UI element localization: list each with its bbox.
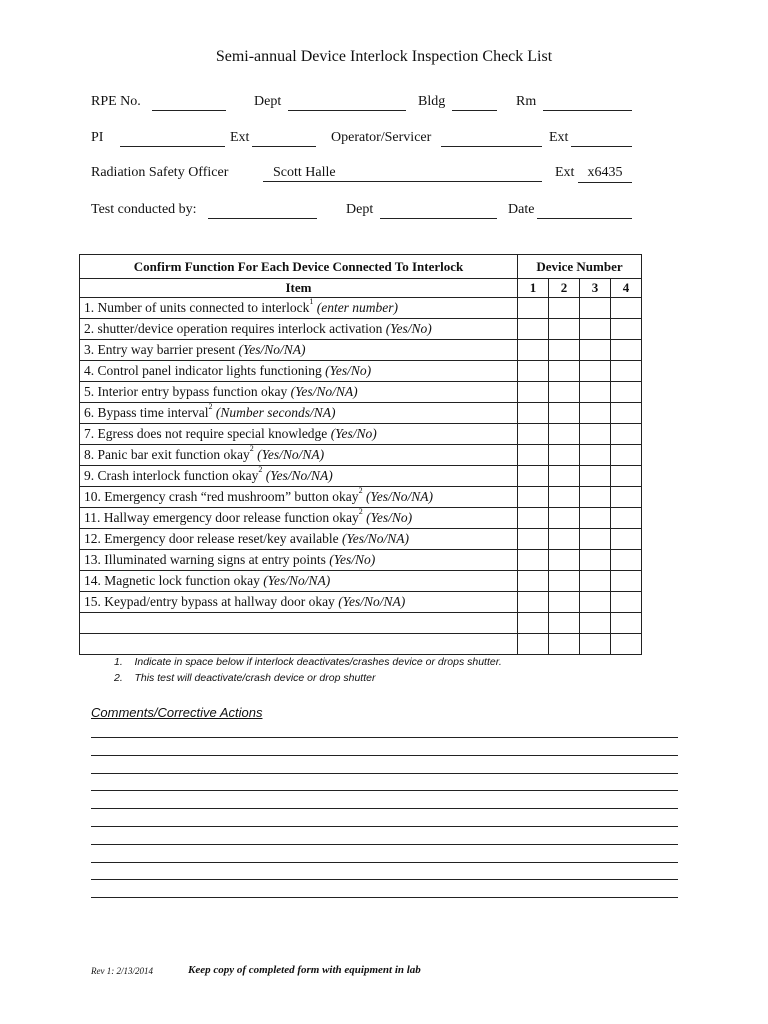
note-2-number: 2. [114,672,123,684]
item-options: (Yes/No) [325,363,372,378]
table-row [80,592,642,613]
comment-line[interactable] [91,862,678,863]
item-options: (Yes/No) [330,426,377,441]
comment-line[interactable] [91,773,678,774]
ext-label: Ext [230,130,250,145]
bldg-label: Bldg [418,94,446,109]
comment-line[interactable] [91,790,678,791]
note-1-number: 1. [114,656,123,668]
header-item: Item [80,279,518,298]
device-3-cell[interactable] [580,403,611,424]
pi-label: PI [91,130,104,145]
footnote-ref: 2 [358,507,363,516]
device-2-cell[interactable] [549,571,580,592]
device-1-cell[interactable] [518,613,549,634]
date-field[interactable] [537,202,632,219]
device-1-cell[interactable] [518,361,549,382]
table-row [80,403,642,424]
device-2-cell[interactable] [549,445,580,466]
comments-heading: Comments/Corrective Actions [91,705,263,720]
form-title: Semi-annual Device Interlock Inspection Check List [215,48,553,65]
device-4-cell[interactable] [611,403,642,424]
item-text: 5. Interior entry bypass function okay [84,384,288,399]
comment-line[interactable] [91,826,678,827]
table-row [80,319,642,340]
rso-ext-label: Ext [555,165,575,180]
footnote-ref: 2 [249,444,254,453]
rm-field[interactable] [543,94,632,111]
item-text: 14. Magnetic lock function okay [84,573,260,588]
device-1-cell[interactable] [518,340,549,361]
note-2-text: This test will deactivate/crash device or drop shutter [134,672,376,684]
device-2-cell[interactable] [549,298,580,319]
item-text: 3. Entry way barrier present [84,342,236,357]
device-3-cell[interactable] [580,487,611,508]
operator-label: Operator/Servicer [331,130,432,145]
item-text: 15. Keypad/entry bypass at hallway door okay [84,594,335,609]
ext2-label: Ext [549,130,569,145]
table-header-row [80,255,642,279]
device-4-cell[interactable] [611,571,642,592]
table-row [80,424,642,445]
checklist-item-10 [80,487,518,508]
dept-label: Dept [254,94,282,109]
device-3-cell[interactable] [580,529,611,550]
device-3-cell[interactable] [580,319,611,340]
checklist-item-11 [80,508,518,529]
device-1-cell[interactable] [518,508,549,529]
device-4-cell[interactable] [611,508,642,529]
device-1-cell[interactable] [518,445,549,466]
rpe-label: RPE No. [91,94,141,109]
bldg-field[interactable] [452,94,497,111]
device-2-cell[interactable] [549,340,580,361]
footnote-ref: 2 [358,486,363,495]
table-row [80,466,642,487]
device-4-cell[interactable] [611,319,642,340]
checklist-item-1 [80,298,518,319]
device-4-cell[interactable] [611,592,642,613]
item-text: 8. Panic bar exit function okay [84,447,250,462]
device-4-cell[interactable] [611,550,642,571]
item-options: (Number seconds/NA) [215,405,336,420]
device-4-cell[interactable] [611,340,642,361]
rso-label: Radiation Safety Officer [91,165,229,180]
footnote-ref: 1 [309,297,314,306]
device-number-1: 1 [518,279,549,298]
table-row [80,445,642,466]
device-3-cell[interactable] [580,382,611,403]
rpe-field[interactable] [152,94,226,111]
checklist-item-8 [80,445,518,466]
blank-item-cell[interactable] [80,613,518,634]
device-2-cell[interactable] [549,319,580,340]
checklist-item-5 [80,382,518,403]
rso-value[interactable]: Scott Halle [263,165,542,182]
footnote-ref: 2 [208,402,213,411]
revision-label: Rev 1: 2/13/2014 [91,966,153,976]
device-1-cell[interactable] [518,319,549,340]
device-3-cell[interactable] [580,508,611,529]
note-1 [114,656,502,668]
checklist-item-6 [80,403,518,424]
device-3-cell[interactable] [580,340,611,361]
device-3-cell[interactable] [580,613,611,634]
item-text: 6. Bypass time interval [84,405,209,420]
item-text: 4. Control panel indicator lights functioning [84,363,322,378]
device-3-cell[interactable] [580,466,611,487]
device-2-cell[interactable] [549,466,580,487]
item-options: (Yes/No) [366,510,413,525]
table-row [80,382,642,403]
device-2-cell[interactable] [549,613,580,634]
device-2-cell[interactable] [549,424,580,445]
device-2-cell[interactable] [549,592,580,613]
item-options: (Yes/No/NA) [265,468,333,483]
comment-line[interactable] [91,897,678,898]
table-row [80,487,642,508]
table-row [80,298,642,319]
dept2-field[interactable] [380,202,497,219]
device-3-cell[interactable] [580,424,611,445]
item-text: 11. Hallway emergency door release function okay [84,510,359,525]
device-1-cell[interactable] [518,382,549,403]
table-row [80,508,642,529]
comment-line[interactable] [91,844,678,845]
test-conducted-label: Test conducted by: [91,202,197,217]
item-options: (Yes/No) [329,552,376,567]
item-text: 13. Illuminated warning signs at entry points [84,552,326,567]
device-1-cell[interactable] [518,466,549,487]
device-1-cell[interactable] [518,550,549,571]
footer-instruction: Keep copy of completed form with equipment in lab [188,964,421,976]
item-options: (Yes/No/NA) [342,531,410,546]
ext2-field[interactable] [571,130,632,147]
device-3-cell[interactable] [580,361,611,382]
device-4-cell[interactable] [611,634,642,655]
device-number-3: 3 [580,279,611,298]
checklist-item-9 [80,466,518,487]
note-1-text: Indicate in space below if interlock deactivates/crashes device or drops shutter. [134,656,502,668]
checklist-item-7 [80,424,518,445]
device-4-cell[interactable] [611,445,642,466]
note-2 [114,672,375,684]
device-1-cell[interactable] [518,529,549,550]
device-1-cell[interactable] [518,298,549,319]
header-confirm-function: Confirm Function For Each Device Connected To Interlock [80,255,518,279]
ext-field[interactable] [252,130,316,147]
device-1-cell[interactable] [518,403,549,424]
item-options: (Yes/No/NA) [238,342,306,357]
item-text: 12. Emergency door release reset/key available [84,531,339,546]
comment-line[interactable] [91,808,678,809]
device-4-cell[interactable] [611,361,642,382]
item-options: (Yes/No/NA) [338,594,406,609]
device-3-cell[interactable] [580,571,611,592]
comment-line[interactable] [91,755,678,756]
device-2-cell[interactable] [549,403,580,424]
table-row [80,550,642,571]
item-options: (Yes/No) [385,321,432,336]
item-text: 1. Number of units connected to interlock [84,300,310,315]
device-4-cell[interactable] [611,487,642,508]
rm-label: Rm [516,94,537,109]
item-text: 10. Emergency crash “red mushroom” button okay [84,489,359,504]
device-4-cell[interactable] [611,613,642,634]
device-number-2: 2 [549,279,580,298]
device-4-cell[interactable] [611,382,642,403]
rso-ext-value[interactable]: x6435 [578,165,632,183]
device-2-cell[interactable] [549,529,580,550]
device-2-cell[interactable] [549,382,580,403]
footnote-ref: 2 [258,465,263,474]
device-2-cell[interactable] [549,634,580,655]
device-1-cell[interactable] [518,424,549,445]
device-2-cell[interactable] [549,361,580,382]
dept-field[interactable] [288,94,406,111]
table-row [80,571,642,592]
pi-field[interactable] [120,130,225,147]
device-3-cell[interactable] [580,634,611,655]
device-2-cell[interactable] [549,487,580,508]
header-device-number: Device Number [518,255,642,279]
checklist-item-15 [80,592,518,613]
checklist-table [79,254,642,655]
blank-item-cell[interactable] [80,634,518,655]
device-4-cell[interactable] [611,466,642,487]
dept2-label: Dept [346,202,374,217]
device-2-cell[interactable] [549,550,580,571]
checklist-item-4 [80,361,518,382]
table-subheader-row [80,279,642,298]
device-3-cell[interactable] [580,592,611,613]
device-4-cell[interactable] [611,529,642,550]
item-options: (Yes/No/NA) [263,573,331,588]
item-text: 2. shutter/device operation requires interlock activation [84,321,383,336]
device-3-cell[interactable] [580,550,611,571]
test-conducted-field[interactable] [208,202,317,219]
device-4-cell[interactable] [611,298,642,319]
item-text: 9. Crash interlock function okay [84,468,259,483]
device-1-cell[interactable] [518,571,549,592]
comment-line[interactable] [91,879,678,880]
date-label: Date [508,202,535,217]
device-1-cell[interactable] [518,634,549,655]
device-number-4: 4 [611,279,642,298]
device-3-cell[interactable] [580,445,611,466]
checklist-item-3 [80,340,518,361]
item-options: (enter number) [316,300,399,315]
device-3-cell[interactable] [580,298,611,319]
checklist-item-14 [80,571,518,592]
device-4-cell[interactable] [611,424,642,445]
operator-field[interactable] [441,130,542,147]
checklist-item-2 [80,319,518,340]
item-options: (Yes/No/NA) [257,447,325,462]
checklist-item-12 [80,529,518,550]
blank-row [80,613,642,634]
device-2-cell[interactable] [549,508,580,529]
table-row [80,340,642,361]
table-row [80,529,642,550]
item-options: (Yes/No/NA) [290,384,358,399]
item-options: (Yes/No/NA) [365,489,433,504]
table-row [80,361,642,382]
device-1-cell[interactable] [518,487,549,508]
comment-line[interactable] [91,737,678,738]
checklist-item-13 [80,550,518,571]
item-text: 7. Egress does not require special knowledge [84,426,328,441]
device-1-cell[interactable] [518,592,549,613]
blank-row [80,634,642,655]
